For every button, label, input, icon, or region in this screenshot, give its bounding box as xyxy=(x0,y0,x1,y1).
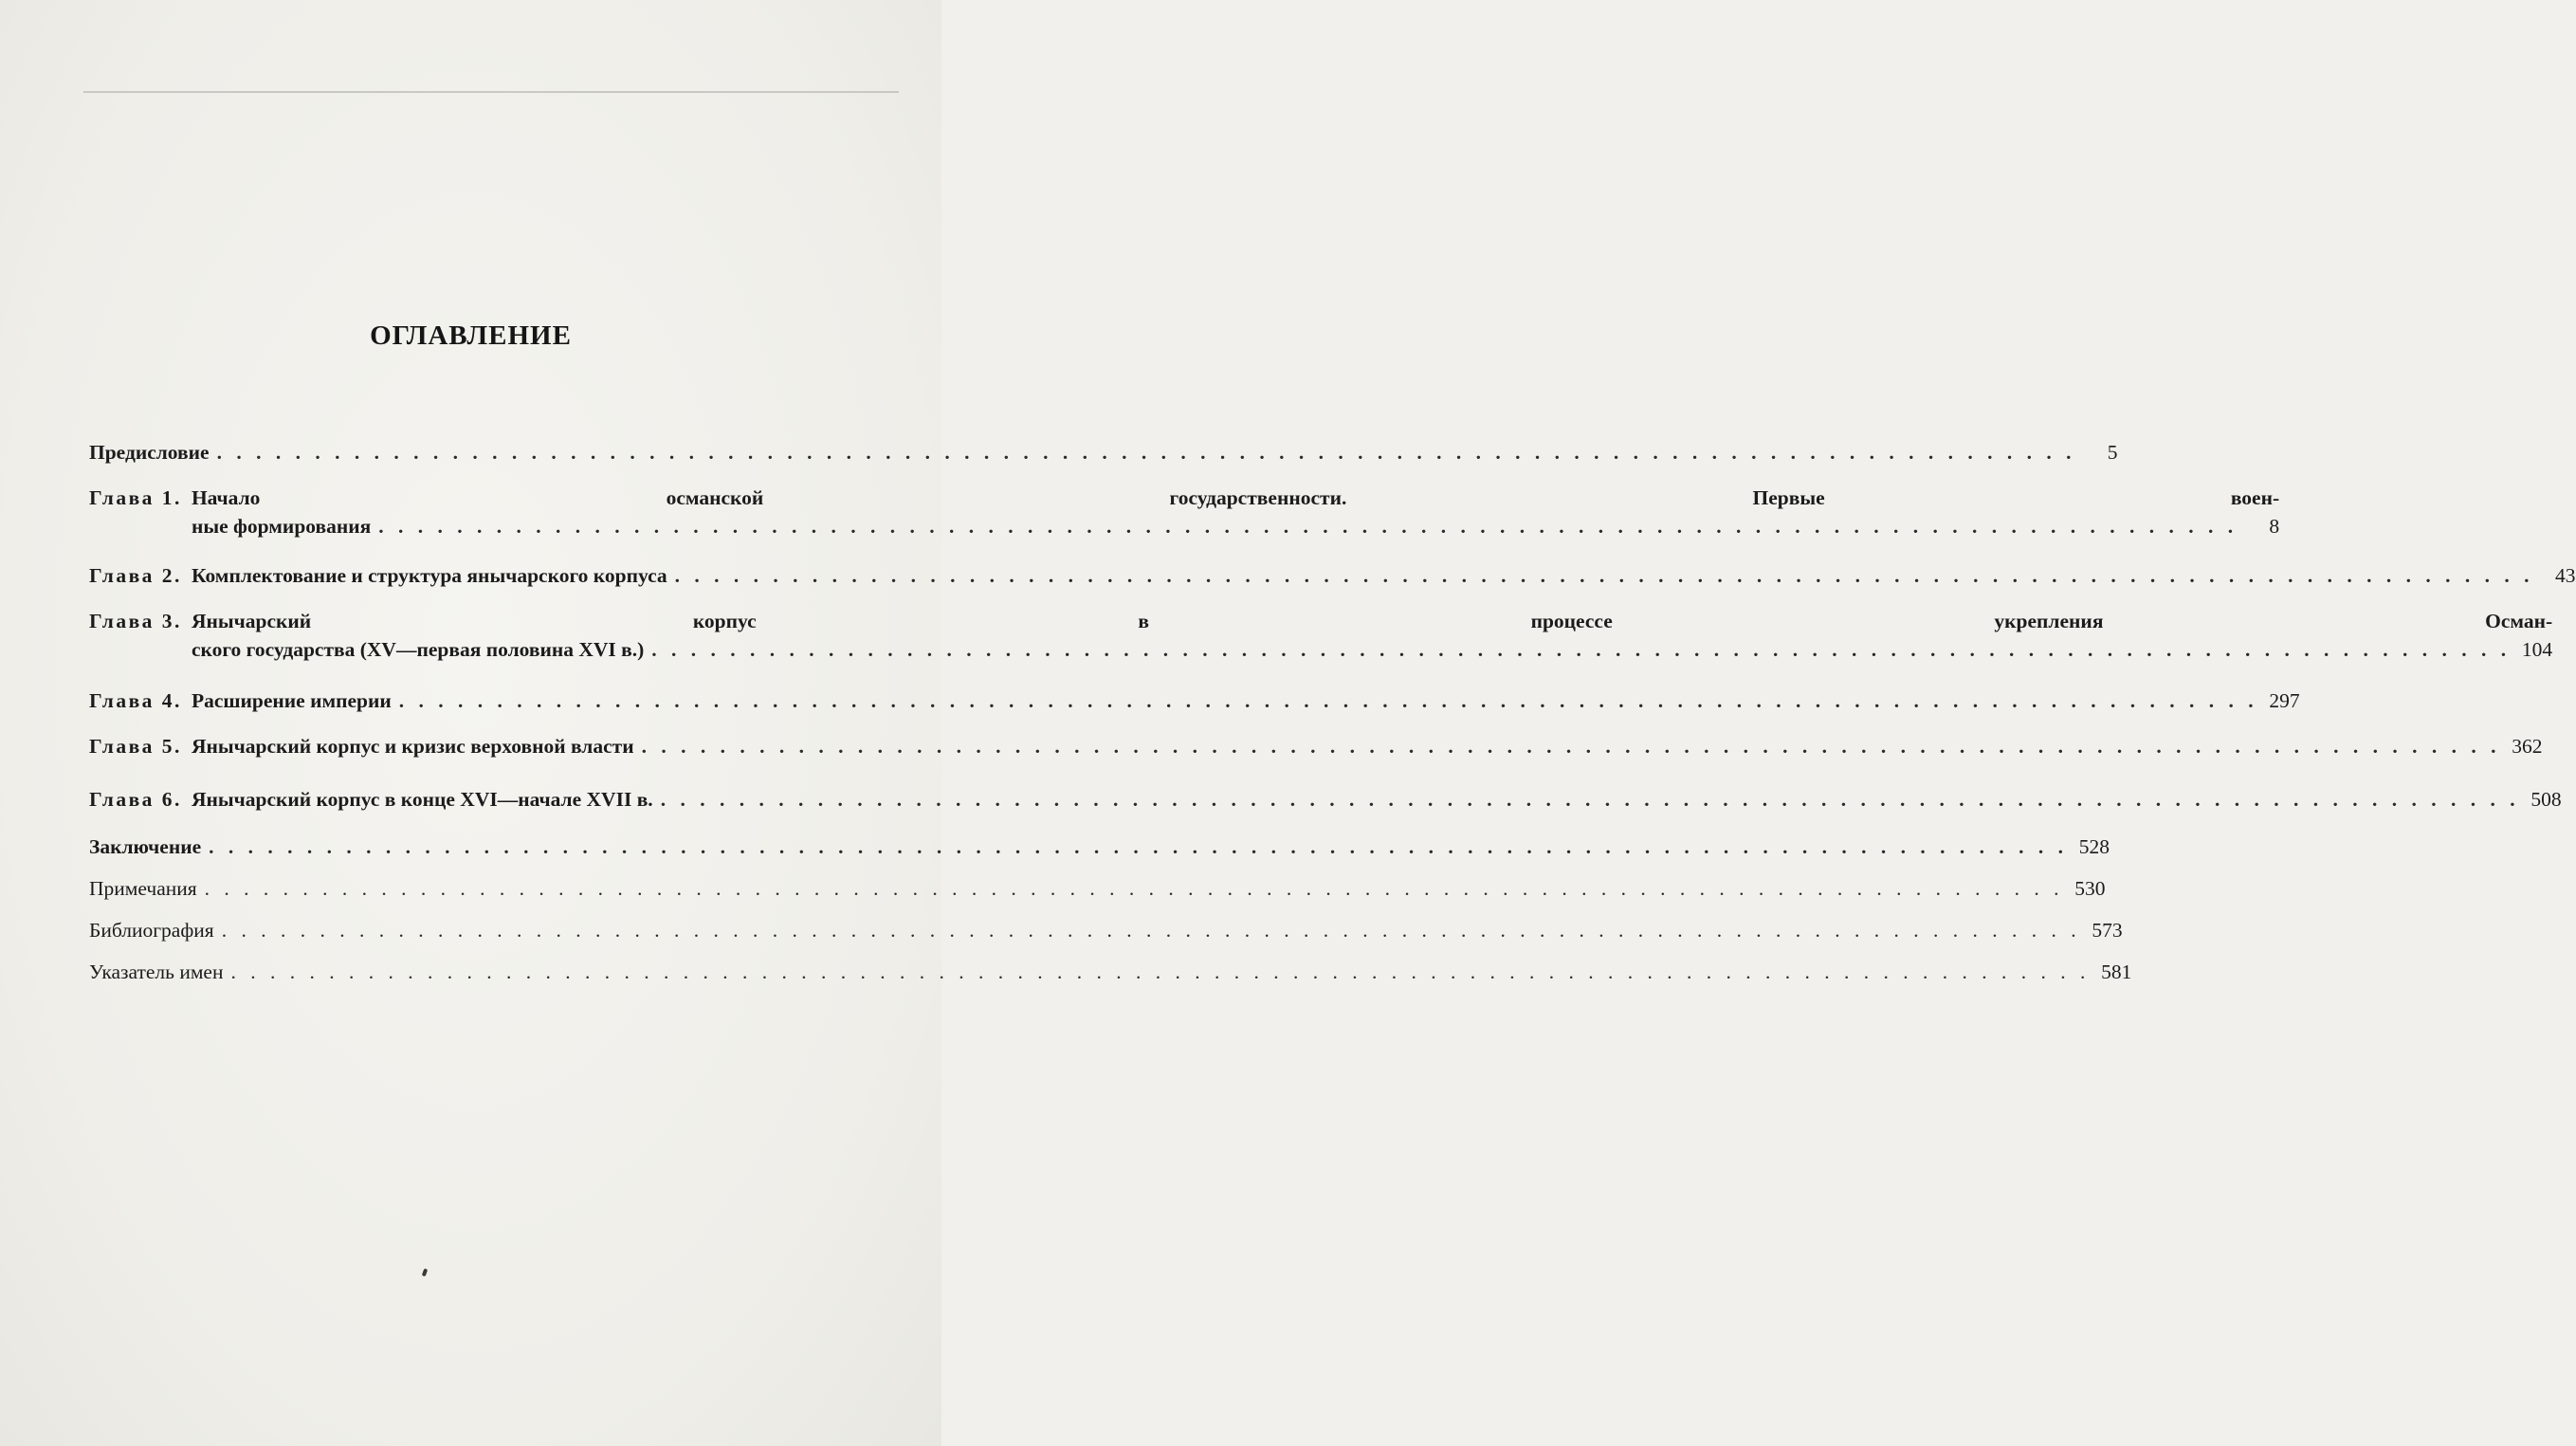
dot-leader xyxy=(651,635,2511,664)
entry-title xyxy=(89,438,2117,467)
entry-title xyxy=(192,686,2300,715)
page-number: 508 xyxy=(2530,788,2562,811)
entry-title-line: Предисловие xyxy=(89,441,210,464)
toc-entry xyxy=(89,916,2123,944)
chapter-label: Глава 1. xyxy=(89,486,182,509)
entry-title-line: Янычарский корпус и кризис верховной власти xyxy=(191,735,634,758)
entry-title xyxy=(192,484,2279,540)
chapter-label: Глава 4. xyxy=(89,689,182,712)
dot-leader xyxy=(205,874,2064,903)
chapter-label: Глава 2. xyxy=(89,564,182,587)
chapter-label: Глава 5. xyxy=(89,735,182,758)
chapter-label: Глава 6. xyxy=(89,788,182,811)
entry-title xyxy=(89,958,2131,986)
page-number: 297 xyxy=(2269,689,2300,712)
entry-title-line: Янычарский корпус в конце XVI—начале XVII в. xyxy=(191,788,653,811)
entry-title-line: Комплектование и структура янычарского корпуса xyxy=(191,564,667,587)
entry-title-line: Янычарский корпус в процессе укрепления Осман- xyxy=(191,610,2553,632)
toc-entry xyxy=(89,833,2110,861)
entry-title xyxy=(192,561,2576,590)
toc-entry xyxy=(89,561,2576,590)
entry-title-line: Заключение xyxy=(89,835,202,858)
toc-entry xyxy=(89,785,2562,814)
toc-entry xyxy=(89,438,2118,467)
print-speck xyxy=(422,1269,428,1277)
entry-title-line: Примечания xyxy=(89,877,197,900)
page-number: 573 xyxy=(2092,919,2123,942)
page-number: 581 xyxy=(2101,961,2132,983)
toc-entry xyxy=(89,732,2543,760)
page-number: 5 xyxy=(2107,441,2118,464)
entry-title-line: Расширение империи xyxy=(191,689,392,712)
dot-leader xyxy=(399,686,2258,715)
entry-title xyxy=(89,874,2106,903)
entry-title xyxy=(89,916,2123,944)
entry-title xyxy=(192,732,2543,760)
dot-leader xyxy=(217,438,2076,467)
page-number: 530 xyxy=(2074,877,2106,900)
dot-leader xyxy=(209,833,2068,861)
entry-title-line: ные формирования xyxy=(191,515,372,538)
page-number: 8 xyxy=(2269,515,2280,538)
entry-title-line: ского государства (XV—первая половина XVI в.) xyxy=(191,638,645,661)
dot-leader xyxy=(661,785,2520,814)
page-number: 528 xyxy=(2078,835,2110,858)
running-head-rule xyxy=(83,91,899,93)
page-title: ОГЛАВЛЕНИЕ xyxy=(370,320,572,351)
page-number: 362 xyxy=(2512,735,2543,758)
toc-entry xyxy=(89,958,2132,986)
entry-title-line: Указатель имен xyxy=(89,961,224,983)
toc-entry xyxy=(89,607,2553,664)
dot-leader xyxy=(642,732,2501,760)
dot-leader xyxy=(675,561,2534,590)
toc-entry xyxy=(89,484,2280,540)
entry-title xyxy=(89,833,2110,861)
entry-title xyxy=(192,785,2562,814)
toc-entry xyxy=(89,686,2300,715)
page-number: 43 xyxy=(2555,564,2576,587)
entry-title xyxy=(192,607,2552,664)
entry-title-line: Начало османской государственности. Первые воен- xyxy=(191,486,2280,509)
page-number: 104 xyxy=(2521,638,2553,661)
toc-entry xyxy=(89,874,2106,903)
dot-leader xyxy=(222,916,2081,944)
entry-title-line: Библиография xyxy=(89,919,214,942)
dot-leader xyxy=(378,512,2238,540)
table-of-contents xyxy=(89,438,2576,986)
dot-leader xyxy=(230,958,2090,986)
chapter-label: Глава 3. xyxy=(89,610,182,632)
